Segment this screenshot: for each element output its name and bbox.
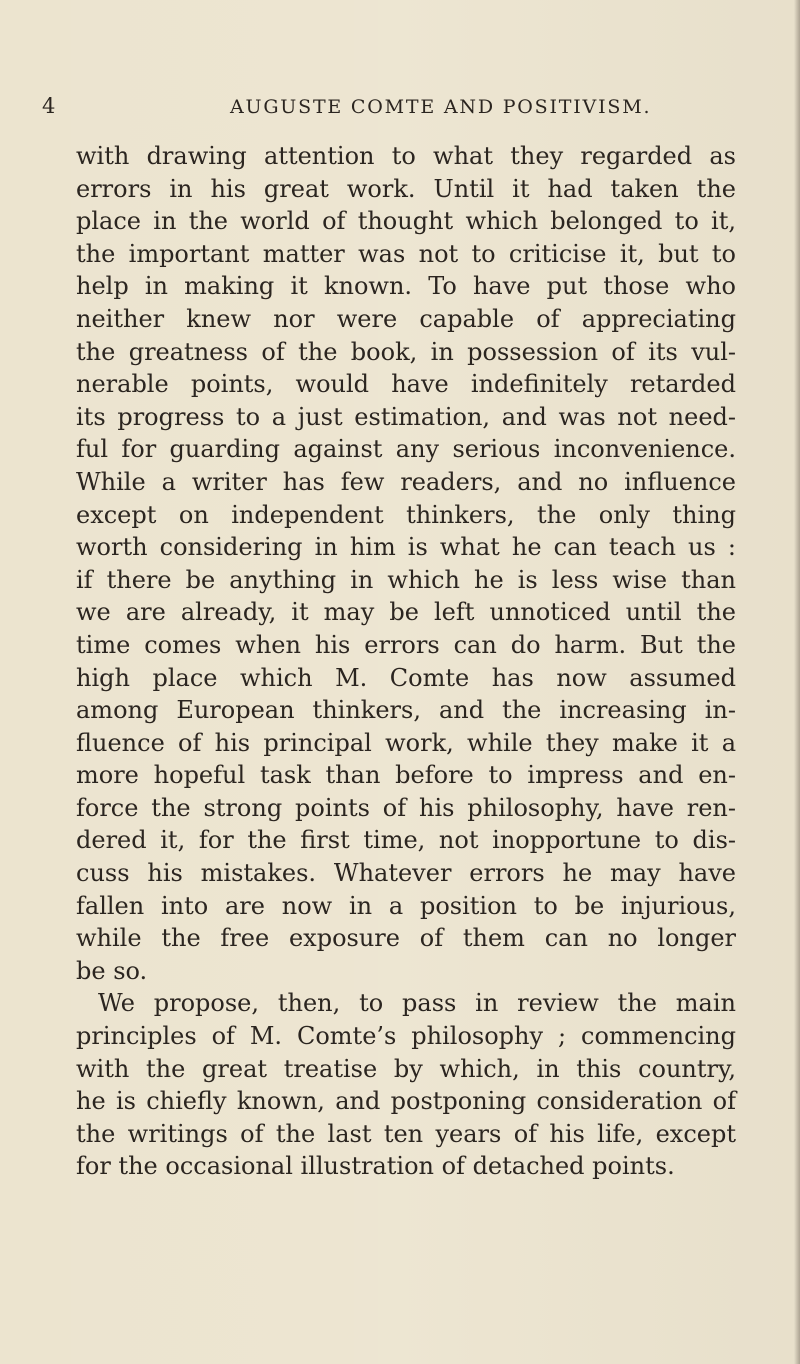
page-number: 4: [42, 94, 56, 118]
body-text: [76, 140, 736, 1183]
text-line: dered it, for the first time, not inopportune to dis-: [76, 826, 736, 855]
text-line: While a writer has few readers, and no influence: [76, 467, 736, 496]
text-line: except on independent thinkers, the only thing: [76, 500, 736, 529]
paragraph-first-line: We propose, then, to pass in review the main: [98, 989, 736, 1018]
text-line: be so.: [76, 956, 148, 985]
text-line: cuss his mistakes. Whatever errors he may have: [76, 859, 736, 888]
text-line: ful for guarding against any serious inconvenience.: [76, 435, 736, 464]
text-line: high place which M. Comte has now assumed: [76, 663, 736, 692]
text-line: he is chiefly known, and postponing consideration of: [76, 1087, 736, 1116]
text-line: for the occasional illustration of detached points.: [76, 1152, 675, 1181]
text-line: neither knew nor were capable of appreciating: [76, 304, 736, 333]
text-line: fallen into are now in a position to be injurious,: [76, 891, 736, 920]
text-line: with the great treatise by which, in this country,: [76, 1054, 736, 1083]
running-title: AUGUSTE COMTE AND POSITIVISM.: [230, 96, 652, 118]
text-line: the important matter was not to criticise it, but to: [76, 239, 736, 268]
text-line: nerable points, would have indefinitely retarded: [76, 370, 736, 399]
page-edge-shadow: [794, 0, 800, 1364]
text-line: fluence of his principal work, while they make it a: [76, 728, 736, 757]
text-line: more hopeful task than before to impress and en-: [76, 761, 736, 790]
text-line: its progress to a just estimation, and was not need-: [76, 402, 736, 431]
text-line: time comes when his errors can do harm. But the: [76, 630, 736, 659]
text-line: force the strong points of his philosophy, have ren-: [76, 793, 736, 822]
text-line: worth considering in him is what he can teach us :: [76, 533, 736, 562]
text-line: the writings of the last ten years of his life, except: [76, 1119, 736, 1148]
running-header: [42, 94, 762, 124]
text-line: with drawing attention to what they regarded as: [76, 142, 736, 170]
text-line: help in making it known. To have put those who: [76, 272, 736, 301]
text-line: while the free exposure of them can no longer: [76, 924, 736, 953]
text-line: we are already, it may be left unnoticed until the: [76, 598, 736, 627]
text-line: errors in his great work. Until it had taken the: [76, 174, 736, 203]
text-line: the greatness of the book, in possession of its vul-: [76, 337, 736, 366]
text-line: place in the world of thought which belonged to it,: [76, 207, 736, 236]
text-line: among European thinkers, and the increasing in-: [76, 696, 736, 725]
text-line: if there be anything in which he is less wise than: [76, 565, 736, 594]
text-line: principles of M. Comte’s philosophy ; commencing: [76, 1022, 736, 1051]
